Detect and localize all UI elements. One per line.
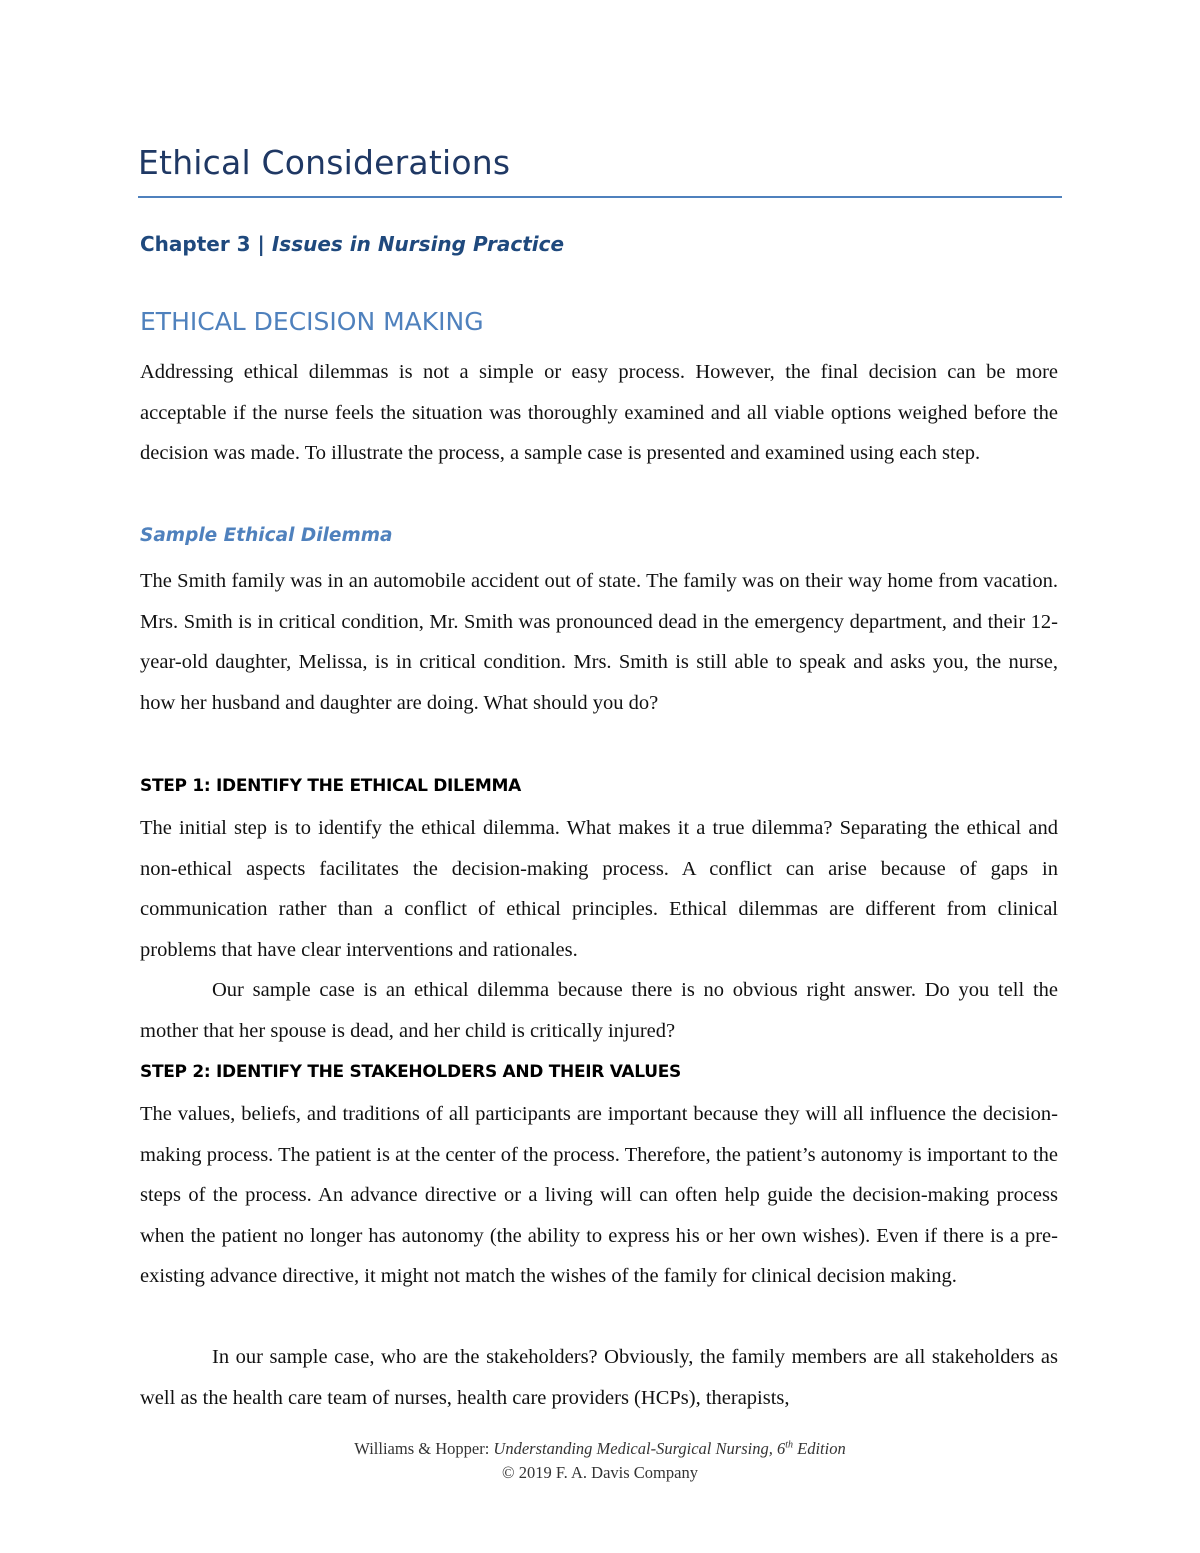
section-heading: ETHICAL DECISION MAKING (140, 307, 484, 336)
footer-authors: Williams & Hopper: (354, 1439, 494, 1458)
page-title: Ethical Considerations (138, 143, 511, 182)
step1-heading: STEP 1: IDENTIFY THE ETHICAL DILEMMA (140, 776, 521, 796)
chapter-line (140, 232, 564, 256)
step2-heading: STEP 2: IDENTIFY THE STAKEHOLDERS AND THEIR VALUES (140, 1062, 681, 1082)
sample-dilemma-heading: Sample Ethical Dilemma (140, 525, 393, 546)
step2-paragraph: The values, beliefs, and traditions of all participants are important because they will all influence the decision-making process. The patient is at the center of the process. Therefore, the patient’s autonomy is important to the steps of the process. An advance directive or a living will can often help guide the decision-making process when the patient no longer has autonomy (the ability to express his or her own wishes). Even if there is a pre-existing advance directive, it might not match the wishes of the family for clinical decision making. (140, 1103, 1058, 1288)
page-footer (0, 1437, 1200, 1485)
step1-example-paragraph: Our sample case is an ethical dilemma because there is no obvious right answer. Do you tell the mother that her spouse is dead, and her child is critically injured? (140, 979, 1058, 1042)
chapter-label: Chapter 3 | (140, 232, 265, 256)
footer-edition-sup: th (785, 1439, 793, 1451)
title-divider (138, 196, 1062, 198)
step2-example-paragraph: In our sample case, who are the stakeholders? Obviously, the family members are all stakeholders as well as the health care team of nurses, health care providers (HCPs), therapists, (140, 1346, 1058, 1409)
chapter-subtitle: Issues in Nursing Practice (271, 232, 565, 256)
footer-citation (0, 1437, 1200, 1461)
step1-paragraph: The initial step is to identify the ethical dilemma. What makes it a true dilemma? Separating the ethical and non-ethical aspects facilitates the decision-making process. A conflict can arise because of gaps in communication rather than a conflict of ethical principles. Ethical dilemmas are different from clinical problems that have clear interventions and rationales. (140, 817, 1058, 961)
intro-paragraph: Addressing ethical dilemmas is not a simple or easy process. However, the final decision can be more acceptable if the nurse feels the situation was thoroughly examined and all viable options weighed before the decision was made. To illustrate the process, a sample case is presented and examined using each step. (140, 361, 1058, 465)
footer-book-title: Understanding Medical-Surgical Nursing, 6th Edition (493, 1439, 846, 1458)
sample-dilemma-paragraph: The Smith family was in an automobile accident out of state. The family was on their way home from vacation. Mrs. Smith is in critical condition, Mr. Smith was pronounced dead in the emergency department, and their 12-year-old daughter, Melissa, is in critical condition. Mrs. Smith is still able to speak and asks you, the nurse, how her husband and daughter are doing. What should you do? (140, 570, 1058, 714)
footer-copyright: © 2019 F. A. Davis Company (502, 1463, 698, 1482)
